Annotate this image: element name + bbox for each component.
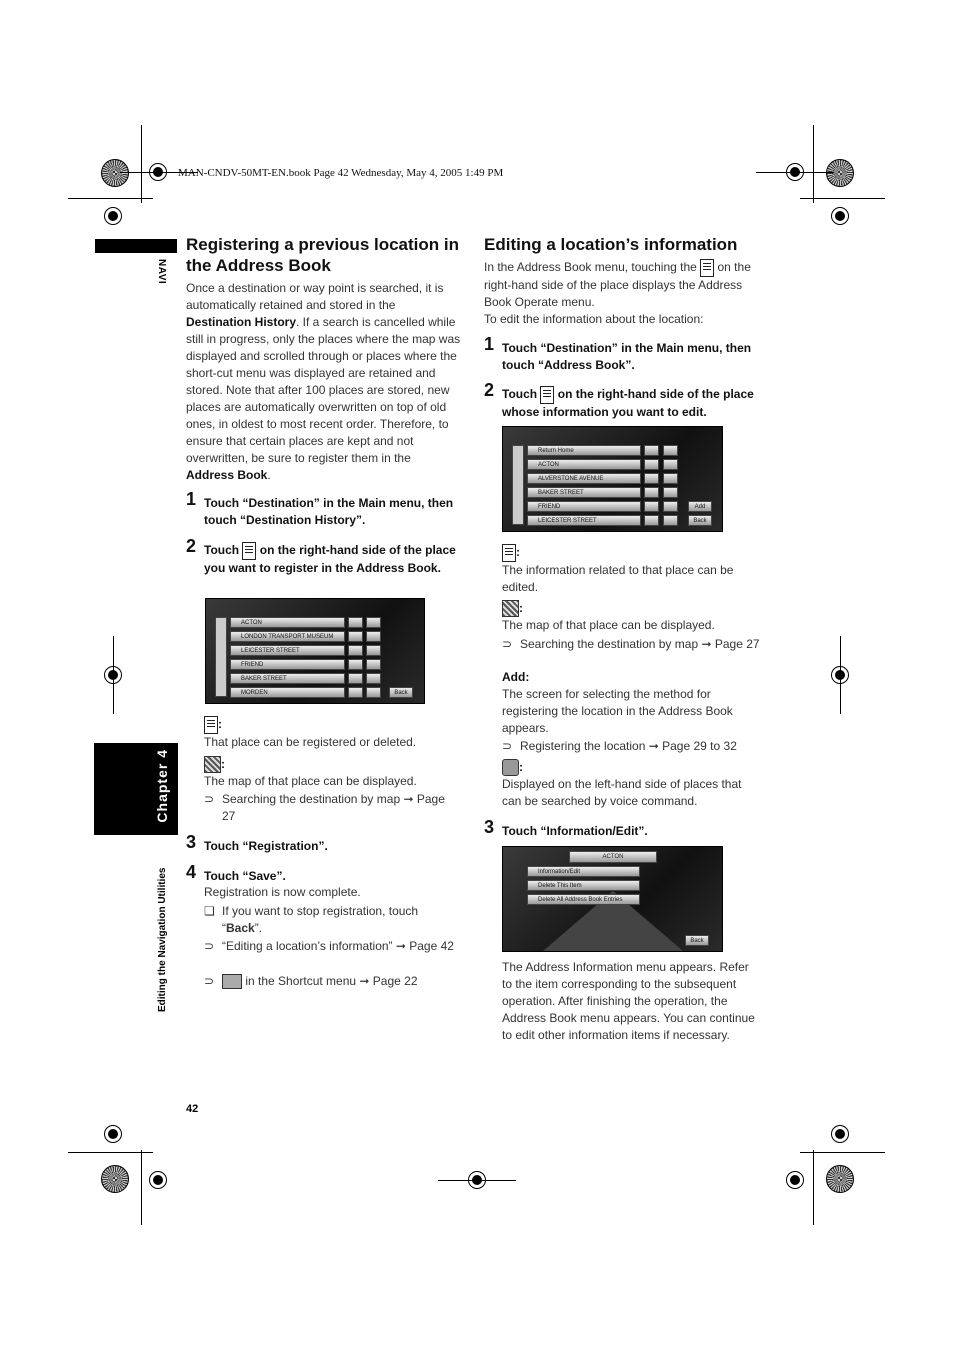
map-button[interactable] bbox=[366, 617, 381, 628]
step-text: Touch bbox=[502, 387, 538, 402]
right-icon3 bbox=[502, 759, 760, 810]
colon: : bbox=[519, 601, 523, 615]
crop-line bbox=[141, 1150, 142, 1225]
intro-text: In the Address Book menu, touching the bbox=[484, 260, 697, 275]
add-button[interactable]: Add bbox=[688, 501, 712, 512]
right-intro bbox=[484, 259, 759, 328]
step-number: 1 bbox=[186, 489, 197, 509]
icon2-desc: The map of that place can be displayed. bbox=[502, 618, 715, 633]
list-button[interactable] bbox=[348, 617, 363, 628]
colon: : bbox=[516, 545, 520, 560]
colon: : bbox=[218, 717, 222, 732]
screen-row[interactable]: ACTON bbox=[527, 459, 641, 470]
list-icon bbox=[502, 544, 516, 562]
screen-row[interactable]: ALVERSTONE AVENUE bbox=[527, 473, 641, 484]
list-icon bbox=[540, 386, 554, 404]
step-text: Touch “Destination” in the Main menu, then touch “Address Book”. bbox=[502, 341, 752, 372]
map-icon bbox=[204, 756, 221, 773]
map-button[interactable] bbox=[366, 659, 381, 670]
map-button[interactable] bbox=[663, 445, 678, 456]
list-button[interactable] bbox=[348, 687, 363, 698]
chapter-label: Chapter 4 bbox=[154, 749, 170, 823]
crop-line bbox=[800, 198, 885, 199]
delete-all-item[interactable]: Delete All Address Book Entries bbox=[527, 894, 640, 905]
destination-history-term: Destination History bbox=[186, 315, 297, 329]
registration-dial-bottom-left bbox=[101, 1165, 129, 1193]
back-button[interactable]: Back bbox=[688, 515, 712, 526]
screen-row[interactable]: Return Home bbox=[527, 445, 641, 456]
address-info-screen bbox=[502, 846, 723, 952]
destination-history-screen bbox=[205, 598, 425, 704]
map-button[interactable] bbox=[366, 687, 381, 698]
address-book-term: Address Book bbox=[186, 468, 268, 482]
list-button[interactable] bbox=[644, 445, 659, 456]
screen-row[interactable]: FRIEND bbox=[527, 501, 641, 512]
list-button[interactable] bbox=[348, 659, 363, 670]
page-number: 42 bbox=[186, 1103, 199, 1115]
info-edit-item[interactable]: Information/Edit bbox=[527, 866, 640, 877]
left-icon1 bbox=[204, 716, 459, 751]
step4-desc: Registration is now complete. bbox=[204, 885, 361, 899]
colon: : bbox=[519, 760, 523, 774]
left-ref-2 bbox=[204, 973, 459, 990]
list-button[interactable] bbox=[348, 631, 363, 642]
section-label: Editing the Navigation Utilities bbox=[157, 867, 168, 1012]
step-text: on the right-hand side of the place whose information you want to edit. bbox=[502, 387, 754, 419]
intro-text: . bbox=[267, 468, 271, 482]
right-icon2 bbox=[502, 600, 760, 634]
right-add-ref bbox=[502, 738, 778, 755]
arrow-bullet: ⊃ bbox=[502, 637, 513, 651]
map-button[interactable] bbox=[366, 673, 381, 684]
ref-text: Searching the destination by map ➞ Page 27 bbox=[222, 792, 445, 823]
crosshair-mark bbox=[831, 1125, 849, 1143]
intro-text: on the right-hand side of the place displays the Address Book Operate menu. bbox=[484, 260, 751, 309]
left-heading: Registering a previous location in the Address Book bbox=[186, 235, 459, 275]
list-icon bbox=[242, 542, 256, 560]
list-button[interactable] bbox=[644, 515, 659, 526]
left-step-2 bbox=[186, 536, 459, 577]
intro-text: To edit the information about the location: bbox=[484, 312, 704, 326]
add-desc: The screen for selecting the method for registering the location in the Address Book appears. bbox=[502, 687, 733, 735]
right-heading: Editing a location’s information bbox=[484, 235, 738, 254]
crosshair-mark bbox=[104, 207, 122, 225]
crosshair-mark bbox=[104, 1125, 122, 1143]
note-bullet: ❏ bbox=[204, 904, 215, 918]
ref-text: “Editing a location’s information” ➞ Page 42 bbox=[222, 939, 454, 953]
registration-dial-top-left bbox=[101, 159, 129, 187]
intro-text: Once a destination or way point is searched, it is automatically retained and stored in the bbox=[186, 281, 444, 312]
scrollbar[interactable] bbox=[215, 617, 227, 697]
add-label: Add: bbox=[502, 670, 530, 684]
screen-row[interactable]: LONDON TRANSPORT MUSEUM bbox=[230, 631, 345, 642]
pen-icon bbox=[222, 974, 242, 989]
map-button[interactable] bbox=[663, 459, 678, 470]
screen-row[interactable]: LEICESTER STREET bbox=[527, 515, 641, 526]
final-desc: The Address Information menu appears. Refer to the item corresponding to the subsequent operation. After finishing the operation, the Address Book menu appears. You can continue to edit other information items if necessary. bbox=[502, 960, 755, 1042]
map-button[interactable] bbox=[663, 501, 678, 512]
step-number: 2 bbox=[484, 380, 495, 400]
add-section bbox=[502, 669, 760, 737]
icon3-desc: Displayed on the left-hand side of places that can be searched by voice command. bbox=[502, 777, 742, 809]
crop-line bbox=[113, 636, 114, 714]
list-button[interactable] bbox=[644, 487, 659, 498]
map-button[interactable] bbox=[663, 515, 678, 526]
crosshair-mark bbox=[831, 207, 849, 225]
step-text: on the right-hand side of the place you want to register in the Address Book. bbox=[204, 543, 456, 575]
list-icon bbox=[204, 716, 218, 734]
list-button[interactable] bbox=[348, 673, 363, 684]
arrow-bullet: ⊃ bbox=[204, 792, 215, 806]
step-text: Touch “Save”. bbox=[204, 869, 286, 883]
crop-line bbox=[438, 1180, 516, 1181]
ref-text: Searching the destination by map ➞ Page 27 bbox=[520, 637, 760, 651]
crosshair-mark bbox=[149, 1171, 167, 1189]
right-title bbox=[484, 234, 759, 255]
step-text: Touch “Information/Edit”. bbox=[502, 824, 648, 838]
right-step-2 bbox=[484, 380, 762, 421]
map-button[interactable] bbox=[366, 631, 381, 642]
crosshair-mark bbox=[786, 1171, 804, 1189]
left-step-3 bbox=[186, 832, 459, 855]
voice-icon bbox=[502, 759, 519, 776]
left-step-1 bbox=[186, 489, 459, 529]
screen-row[interactable]: ACTON bbox=[230, 617, 345, 628]
map-button[interactable] bbox=[663, 487, 678, 498]
arrow-bullet: ⊃ bbox=[204, 939, 215, 953]
back-button[interactable]: Back bbox=[389, 687, 413, 698]
right-map-ref bbox=[502, 636, 760, 653]
left-map-ref bbox=[204, 791, 459, 825]
crop-line bbox=[141, 125, 142, 203]
screen-row[interactable]: BAKER STREET bbox=[527, 487, 641, 498]
colon: : bbox=[221, 757, 225, 771]
crop-line bbox=[840, 636, 841, 714]
crop-line bbox=[813, 1150, 814, 1225]
left-ref-1 bbox=[204, 938, 459, 955]
crop-line bbox=[68, 198, 153, 199]
screen-row[interactable]: BAKER STREET bbox=[230, 673, 345, 684]
left-icon2 bbox=[204, 756, 459, 790]
screen-row[interactable]: FRIEND bbox=[230, 659, 345, 670]
navi-label: NAVI bbox=[156, 259, 167, 285]
right-step-1 bbox=[484, 334, 760, 374]
step-number: 4 bbox=[186, 862, 197, 882]
left-note bbox=[204, 903, 459, 937]
note-text: ”. bbox=[254, 921, 263, 935]
delete-item[interactable]: Delete This Item bbox=[527, 880, 640, 891]
back-button[interactable]: Back bbox=[685, 935, 709, 946]
screen-row[interactable]: MORDEN bbox=[230, 687, 345, 698]
list-icon bbox=[700, 259, 714, 277]
step-text: Touch bbox=[204, 543, 240, 558]
ref-text: in the Shortcut menu ➞ Page 22 bbox=[245, 974, 418, 988]
chapter-tab bbox=[94, 743, 178, 835]
file-info-header: MAN-CNDV-50MT-EN.book Page 42 Wednesday, May 4, 2005 1:49 PM bbox=[178, 167, 504, 179]
ref-text: Registering the location ➞ Page 29 to 32 bbox=[520, 739, 737, 753]
step-text: Touch “Destination” in the Main menu, then touch “Destination History”. bbox=[204, 496, 454, 527]
list-button[interactable] bbox=[644, 473, 659, 484]
right-step-3 bbox=[484, 817, 760, 840]
crop-line bbox=[813, 125, 814, 203]
registration-dial-bottom-right bbox=[826, 1165, 854, 1193]
back-term: Back bbox=[226, 921, 255, 935]
left-title bbox=[186, 234, 461, 276]
registration-dial-top-right bbox=[826, 159, 854, 187]
map-button[interactable] bbox=[366, 645, 381, 656]
address-book-screen bbox=[502, 426, 723, 532]
step-text: Touch “Registration”. bbox=[204, 839, 328, 853]
step-number: 2 bbox=[186, 536, 197, 556]
list-button[interactable] bbox=[644, 459, 659, 470]
list-button[interactable] bbox=[644, 501, 659, 512]
step-number: 1 bbox=[484, 334, 495, 354]
right-icon1 bbox=[502, 544, 760, 596]
step-number: 3 bbox=[484, 817, 495, 837]
arrow-bullet: ⊃ bbox=[204, 974, 215, 988]
icon1-desc: The information related to that place can be edited. bbox=[502, 563, 734, 594]
intro-text: . If a search is cancelled while still in progress, only the places where the map was displayed and scrolled through or places where the short-cut menu was displayed are retained and stored. Note that after 100 places are stored, new places are automatically overwritten on top of old ones, in oldest to most recent order. Therefore, to ensure that certain places are kept and not overwritten, be sure to register them in the bbox=[186, 315, 461, 465]
list-button[interactable] bbox=[348, 645, 363, 656]
left-intro bbox=[186, 280, 461, 484]
note-text: If you want to stop registration, touch “ bbox=[222, 904, 419, 935]
icon2-desc: The map of that place can be displayed. bbox=[204, 774, 417, 789]
icon1-desc: That place can be registered or deleted. bbox=[204, 735, 417, 749]
screen-row[interactable]: LEICESTER STREET bbox=[230, 645, 345, 656]
left-step-4 bbox=[186, 862, 459, 885]
screen-title: ACTON bbox=[569, 851, 657, 863]
arrow-bullet: ⊃ bbox=[502, 739, 513, 753]
scrollbar[interactable] bbox=[512, 445, 524, 525]
step-number: 3 bbox=[186, 832, 197, 852]
section-bar bbox=[95, 239, 177, 253]
map-button[interactable] bbox=[663, 473, 678, 484]
crop-line bbox=[756, 172, 834, 173]
map-icon bbox=[502, 600, 519, 617]
